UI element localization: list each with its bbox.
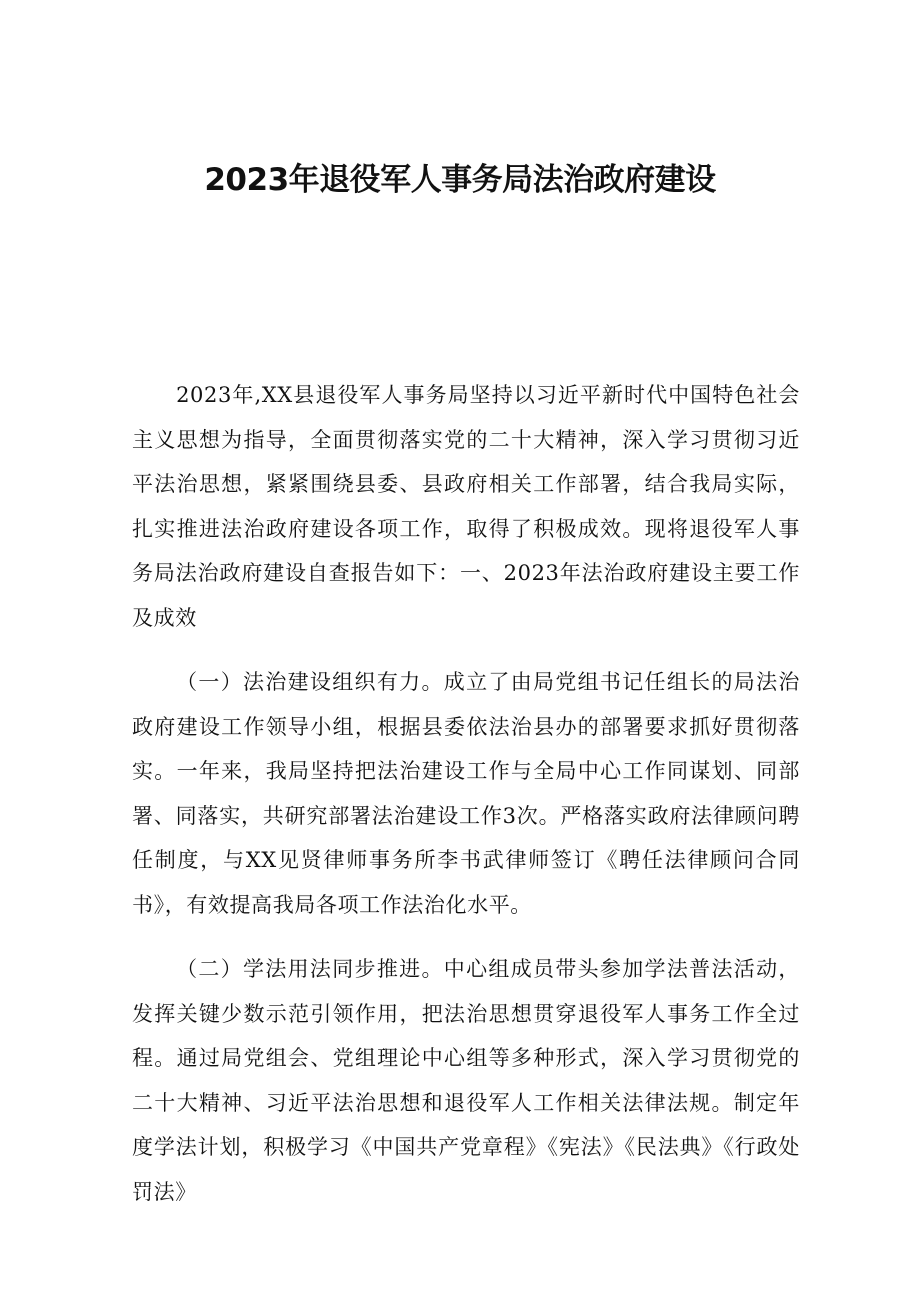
paragraph-section-2: （二）学法用法同步推进。中心组成员带头参加学法普法活动，发挥关键少数示范引领作用，把法治思想贯穿退役军人事务工作全过程。通过局党组会、党组理论中心组等多种形式，深入学习贯彻党的二十大精神、习近平法治思想和退役军人工作相关法律法规。制定年度学法计划，积极学习《中国共产党章程》《宪法》《民法典》《行政处罚法》 bbox=[132, 957, 800, 1204]
paragraph-section-1: （一）法治建设组织有力。成立了由局党组书记任组长的局法治政府建设工作领导小组，根据县委依法治县办的部署要求抓好贯彻落实。一年来，我局坚持把法治建设工作与全局中心工作同谋划、同部署、同落实，共研究部署法治建设工作3次。严格落实政府法律顾问聘任制度，与XX见贤律师事务所李书武律师签订《聘任法律顾问合同书》，有效提高我局各项工作法治化水平。 bbox=[132, 670, 800, 917]
paragraph-intro: 2023年,XX县退役军人事务局坚持以习近平新时代中国特色社会主义思想为指导，全面贯彻落实党的二十大精神，深入学习贯彻习近平法治思想，紧紧围绕县委、县政府相关工作部署，结合我局实际，扎实推进法治政府建设各项工作，取得了积极成效。现将退役军人事务局法治政府建设自查报告如下：一、2023年法治政府建设主要工作及成效 bbox=[132, 383, 800, 630]
document-title: 2023年退役军人事务局法治政府建设 bbox=[204, 162, 716, 198]
document-body bbox=[132, 373, 800, 1214]
